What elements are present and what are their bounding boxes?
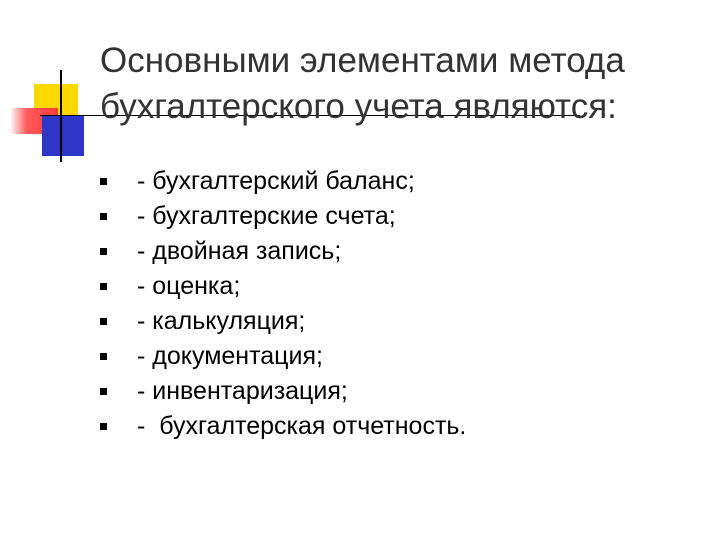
- slide-title: Основными элементами метода бухгалтерского учета являются:: [100, 41, 625, 126]
- list-item: [96, 199, 696, 234]
- list-item: [96, 269, 696, 304]
- decor-blue-square: [42, 116, 84, 156]
- square-bullet-icon: [100, 388, 107, 395]
- square-bullet-icon: [100, 283, 107, 290]
- list-item-text: - документация;: [137, 342, 323, 370]
- list-item-text: - калькуляция;: [137, 307, 306, 335]
- list-item: [96, 164, 696, 199]
- decor-vertical-line: [60, 70, 62, 162]
- list-item-text: - двойная запись;: [137, 237, 342, 265]
- square-bullet-icon: [100, 248, 107, 255]
- list-item: [96, 374, 696, 409]
- list-item-text: - бухгалтерский баланс;: [137, 167, 415, 195]
- square-bullet-icon: [100, 423, 107, 430]
- list-item-text: - оценка;: [137, 272, 241, 300]
- square-bullet-icon: [100, 213, 107, 220]
- bullet-list: [96, 164, 696, 444]
- list-item-text: - бухгалтерская отчетность.: [137, 412, 467, 440]
- list-item: [96, 234, 696, 269]
- list-item-text: - бухгалтерские счета;: [137, 202, 396, 230]
- list-item: [96, 339, 696, 374]
- square-bullet-icon: [100, 178, 107, 185]
- list-item: [96, 409, 696, 444]
- square-bullet-icon: [100, 353, 107, 360]
- square-bullet-icon: [100, 318, 107, 325]
- list-item: [96, 304, 696, 339]
- list-item-text: - инвентаризация;: [137, 377, 348, 405]
